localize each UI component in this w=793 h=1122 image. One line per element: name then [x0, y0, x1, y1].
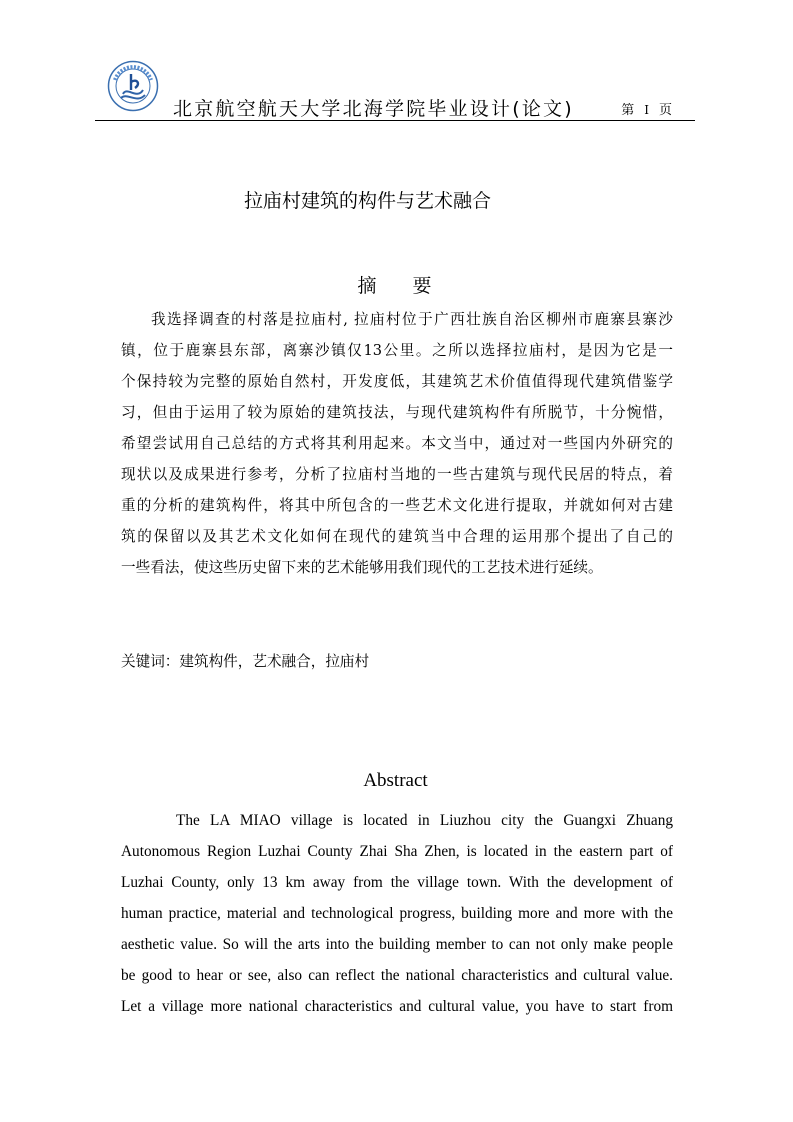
- abstract-cn-line: 一些看法，使这些历史留下来的艺术能够用我们现代的工艺技术进行延续。: [121, 559, 603, 576]
- header-title: 北京航空航天大学北海学院毕业设计(论文): [173, 98, 574, 120]
- university-seal-icon: [107, 60, 159, 112]
- page-number: I: [644, 103, 650, 117]
- abstract-cn-line: 希望尝试用自己总结的方式将其利用起来。本文当中，通过对一些国内外研究的: [121, 435, 673, 452]
- abstract-en-line: be good to hear or see, also can reflect the national characteristics and cultural value.: [121, 967, 673, 984]
- page-suffix: 页: [658, 103, 673, 118]
- abstract-cn-line: 现状以及成果进行参考，分析了拉庙村当地的一些古建筑与现代民居的特点，着: [121, 466, 673, 483]
- keywords: 关键词：建筑构件，艺术融合，拉庙村: [121, 653, 370, 670]
- page-header: [95, 60, 695, 122]
- abstract-en-line: Luzhai County, only 13 km away from the village town. With the development of: [121, 874, 673, 891]
- abstract-en-line: The LA MIAO village is located in Liuzhou city the Guangxi Zhuang: [176, 812, 673, 829]
- abstract-cn-heading-text: 摘要: [357, 275, 468, 297]
- abstract-cn-body: [121, 304, 673, 583]
- abstract-cn-heading: [0, 271, 793, 298]
- thesis-title: [0, 186, 793, 213]
- header-page-number: [621, 99, 673, 118]
- abstract-en-heading: [0, 770, 793, 792]
- page-prefix: 第: [621, 103, 636, 118]
- abstract-cn-line: 筑的保留以及其艺术文化如何在现代的建筑当中合理的运用那个提出了自己的: [121, 528, 673, 545]
- abstract-en-line: human practice, material and technological progress, building more and more with the: [121, 905, 673, 922]
- abstract-en-heading-text: Abstract: [363, 770, 428, 791]
- thesis-title-text: 拉庙村建筑的构件与艺术融合: [243, 190, 491, 212]
- abstract-cn-line: 个保持较为完整的原始自然村，开发度低，其建筑艺术价值值得现代建筑借鉴学: [121, 373, 673, 390]
- abstract-cn-line: 重的分析的建筑构件，将其中所包含的一些艺术文化进行提取，并就如何对古建: [121, 497, 673, 514]
- header-divider: [95, 120, 695, 121]
- abstract-en-line: Autonomous Region Luzhai County Zhai Sha Zhen, is located in the eastern part of: [121, 843, 673, 860]
- abstract-cn-line: 我选择调查的村落是拉庙村, 拉庙村位于广西壮族自治区柳州市鹿寨县寨沙: [151, 311, 673, 328]
- abstract-en-line: Let a village more national characteristics and cultural value, you have to start from: [121, 998, 673, 1015]
- abstract-en-body: [121, 805, 673, 1022]
- abstract-cn-line: 镇，位于鹿寨县东部，离寨沙镇仅13公里。之所以选择拉庙村，是因为它是一: [121, 342, 673, 359]
- abstract-cn-line: 习，但由于运用了较为原始的建筑技法，与现代建筑构件有所脱节，十分惋惜，: [121, 404, 673, 421]
- abstract-en-line: aesthetic value. So will the arts into the building member to can not only make people: [121, 936, 673, 953]
